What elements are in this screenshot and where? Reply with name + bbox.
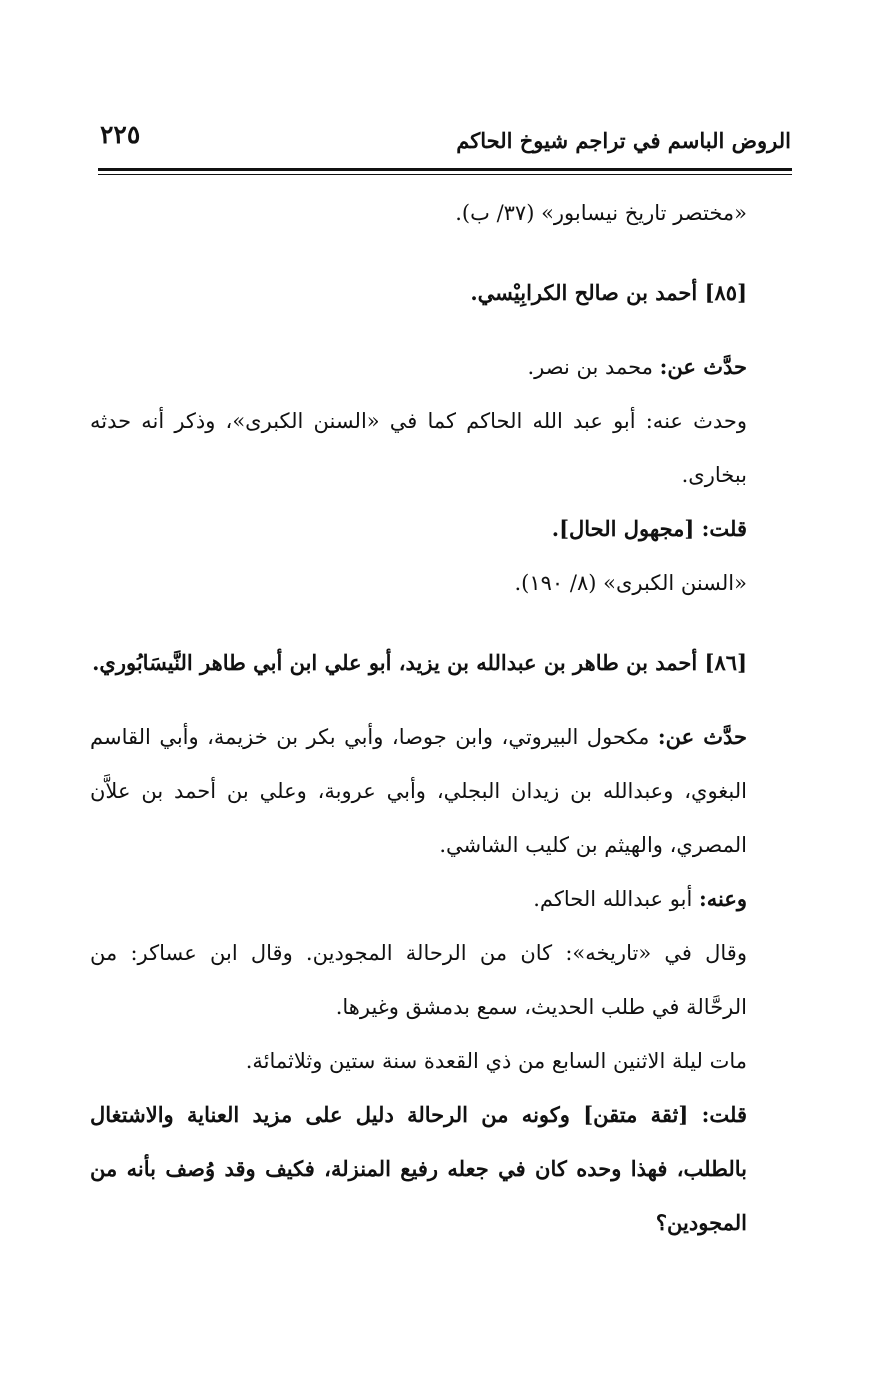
anhu-label: وعنه:	[698, 886, 747, 911]
verdict-text: [مجهول الحال].	[551, 516, 702, 541]
running-header-title: الروض الباسم في تراجم شيوخ الحاكم	[456, 128, 791, 153]
entry-85-title: [٨٥] أحمد بن صالح الكرابِيْسي.	[470, 280, 747, 305]
entry-85-verdict	[90, 502, 792, 556]
entry-86-death: مات ليلة الاثنين السابع من ذي القعدة سنة ستين وثلاثمائة.	[245, 1049, 747, 1073]
entry-85-students: وحدث عنه: أبو عبد الله الحاكم كما في «السنن الكبرى»، وذكر أنه حدثه ببخارى.	[90, 409, 747, 487]
page-body	[90, 186, 792, 1250]
entry-86-history-note: وقال في «تاريخه»: كان من الرحالة المجودين. وقال ابن عساكر: من الرحَّالة في طلب الحديث، سمع بدمشق وغيرها.	[90, 941, 747, 1019]
entry-85-source: «السنن الكبرى» (٨/ ١٩٠).	[514, 571, 747, 595]
haddath-label: حدَّث عن:	[657, 724, 748, 749]
entry-85-teachers	[90, 340, 792, 394]
teachers-text: مكحول البيروتي، وابن جوصا، وأبي بكر بن خزيمة، وأبي القاسم البغوي، وعبدالله بن زيدان البجلي، وأبي عروبة، وعلي بن أحمد بن علاَّن المصري، والهيثم بن كليب الشاشي.	[90, 725, 747, 857]
entry-86-teachers	[90, 710, 792, 872]
entry-86-title: [٨٦] أحمد بن طاهر بن عبدالله بن يزيد، أبو علي ابن أبي طاهر النَّيسَابُوري.	[92, 650, 747, 675]
source-citation: «مختصر تاريخ نيسابور» (٣٧/ ب).	[455, 201, 747, 225]
haddath-label: حدَّث عن:	[659, 354, 747, 379]
entry-86-students	[90, 872, 792, 926]
qult-label: قلت:	[701, 516, 747, 541]
entry-86-verdict: قلت: [ثقة متقن] وكونه من الرحالة دليل على مزيد العناية والاشتغال بالطلب، فهذا وحده كان في جعله رفيع المنزلة، فكيف وقد وُصف بأنه من المجودين؟	[90, 1102, 747, 1235]
students-text: أبو عبدالله الحاكم.	[533, 887, 699, 911]
page-number: ٢٢٥	[100, 120, 141, 149]
teachers-text: محمد بن نصر.	[527, 355, 660, 379]
header-rule-thick	[98, 168, 792, 171]
header-rule-thin	[98, 174, 792, 175]
